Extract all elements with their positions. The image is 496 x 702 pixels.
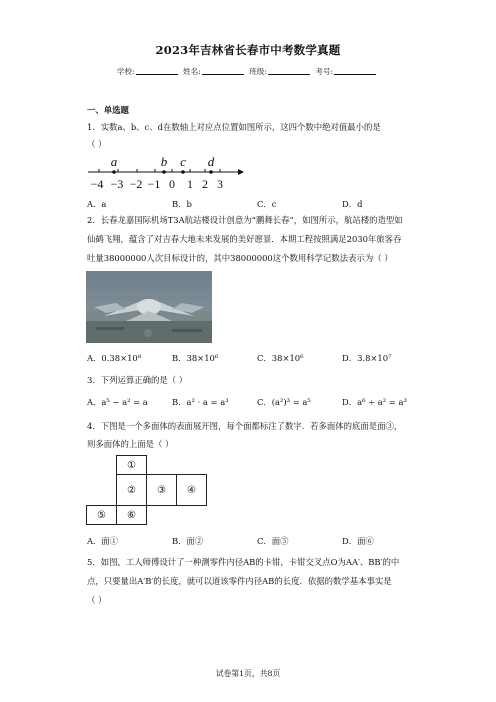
tick-label: −4 (90, 177, 104, 191)
q1-option-b[interactable]: B．b (172, 199, 192, 209)
section-heading: 一、单选题 (87, 105, 129, 115)
tick-label: −2 (129, 177, 143, 191)
page-title: 2023年吉林省长春市中考数学真题 (155, 43, 341, 57)
q2-option-d[interactable]: D．3.8×10⁷ (342, 353, 392, 363)
q4-option-c[interactable]: C．面⑤ (257, 536, 289, 546)
axis-arrow-icon (238, 169, 244, 175)
class-blank[interactable] (268, 74, 310, 75)
q2-option-b[interactable]: B．38×10⁶ (172, 353, 219, 363)
face-3: ③ (147, 475, 177, 506)
point-b (162, 170, 166, 174)
school-label: 学校: (116, 67, 135, 76)
q4-option-d[interactable]: D．面⑥ (342, 536, 374, 546)
q2-text-line1: 2．长春龙嘉国际机场T3A航站楼设计创意为“鹏舞长春”，如图所示，航站楼的造型如 (87, 215, 403, 225)
point-c (181, 170, 185, 174)
q1-option-d[interactable]: D．d (342, 199, 363, 209)
polyhedron-net (86, 455, 207, 525)
name-label: 姓名: (183, 67, 201, 76)
q5-text-line2: 点，只要量出A′B′的长度，就可以道该零件内径AB的长度．依据的数学基本事实是 (87, 576, 392, 586)
q4-text-line2: 则多面体的上面是（ ） (87, 439, 174, 449)
face-1: ① (117, 456, 147, 475)
q5-text-line1: 5．如图，工人师傅设计了一种测零件内径AB的卡钳，卡钳交叉点O为AA′、BB′的中 (87, 557, 400, 567)
tick-label: 0 (169, 177, 175, 191)
exam-id-blank[interactable] (334, 74, 376, 75)
q2-option-a[interactable]: A．0.38×10⁸ (87, 353, 142, 363)
label-d: d (207, 154, 215, 169)
label-b: b (160, 154, 168, 169)
exam-id-label: 考号: (315, 67, 334, 76)
face-4: ④ (177, 475, 207, 506)
tick-label: −1 (147, 177, 161, 191)
q3-option-a[interactable]: A．a⁵ − a² = a (87, 397, 148, 407)
q1-text: 1．实数a、b、c、d在数轴上对应点位置如图所示，这四个数中绝对值最小的是 (87, 122, 381, 132)
q2-text-line3: 吐量38000000人次目标设计的，其中38000000这个数用科学记数法表示为（ ） (87, 253, 393, 263)
q3-option-d[interactable]: D．a⁶ ÷ a² = a³ (342, 397, 407, 407)
face-2: ② (117, 475, 147, 506)
q4-option-a[interactable]: A．面① (87, 536, 119, 546)
label-c: c (180, 154, 186, 169)
q1-option-a[interactable]: A．a (87, 199, 107, 209)
face-5: ⑤ (87, 506, 117, 525)
face-6: ⑥ (117, 506, 147, 525)
tick-label: −3 (110, 177, 124, 191)
q3-option-b[interactable]: B．a² · a = a³ (172, 397, 229, 407)
number-line-figure (86, 150, 246, 192)
point-d (209, 170, 213, 174)
class-label: 班级: (249, 67, 267, 76)
point-a (112, 170, 116, 174)
tick-label: 1 (187, 177, 193, 191)
airport-photo (86, 271, 212, 343)
q3-option-c[interactable]: C．(a²)³ = a⁵ (257, 397, 311, 407)
school-blank[interactable] (136, 74, 178, 75)
q4-option-b[interactable]: B．面② (172, 536, 204, 546)
label-a: a (110, 154, 118, 169)
name-blank[interactable] (202, 74, 244, 75)
tick-label: 2 (202, 177, 208, 191)
tick-label: 3 (217, 177, 223, 191)
q1-paren: （ ） (87, 139, 107, 149)
q4-text-line1: 4．下图是一个多面体的表面展开图，每个面都标注了数字．若多面体的底面是面③， (87, 421, 403, 431)
page-footer: 试卷第1页，共8页 (215, 669, 281, 678)
q2-text-line2: 仙鹤飞翔，蕴含了对吉春大地未来发展的美好愿景．本期工程按照满足2030年旅客吞 (87, 234, 402, 244)
q1-option-c[interactable]: C．c (257, 199, 277, 209)
student-info-line (0, 66, 496, 77)
q3-text: 3．下列运算正确的是（ ） (87, 375, 188, 385)
q2-option-c[interactable]: C．38×10⁶ (257, 353, 304, 363)
q5-paren: （ ） (87, 595, 107, 605)
